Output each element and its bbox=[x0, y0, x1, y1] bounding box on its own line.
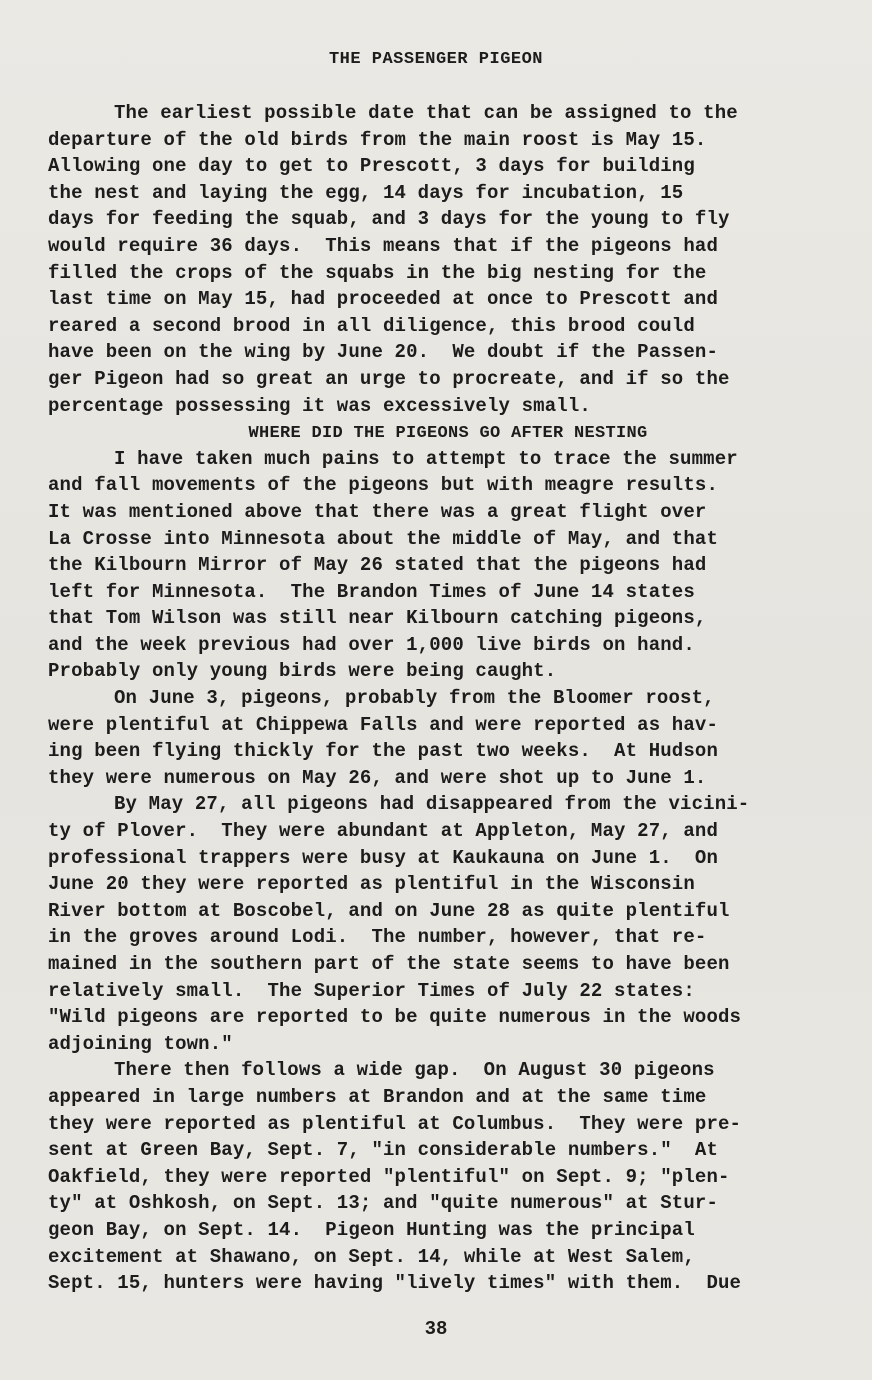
paragraph-summer-movements bbox=[48, 446, 838, 685]
text-line: geon Bay, on Sept. 14. Pigeon Hunting was the principal bbox=[48, 1218, 695, 1241]
text-line: relatively small. The Superior Times of July 22 states: bbox=[48, 979, 695, 1002]
text-line: adjoining town." bbox=[48, 1032, 233, 1055]
text-line: they were reported as plentiful at Columbus. They were pre- bbox=[48, 1112, 742, 1135]
text-line: they were numerous on May 26, and were shot up to June 1. bbox=[48, 766, 707, 789]
text-line: ger Pigeon had so great an urge to procreate, and if so the bbox=[48, 367, 730, 390]
text-line: have been on the wing by June 20. We doubt if the Passen- bbox=[48, 341, 719, 364]
text-line: Allowing one day to get to Prescott, 3 days for building bbox=[48, 155, 695, 178]
text-line: Probably only young birds were being caught. bbox=[48, 660, 557, 683]
text-line: the nest and laying the egg, 14 days for incubation, 15 bbox=[48, 181, 684, 204]
text-line: reared a second brood in all diligence, this brood could bbox=[48, 314, 695, 337]
section-heading: WHERE DID THE PIGEONS GO AFTER NESTING bbox=[248, 424, 648, 444]
paragraph-chippewa-falls bbox=[48, 685, 838, 791]
running-head: THE PASSENGER PIGEON bbox=[328, 50, 544, 69]
paragraph-earliest-date bbox=[48, 100, 838, 419]
page-number: 38 bbox=[424, 1318, 448, 1340]
text-line: percentage possessing it was excessively small. bbox=[48, 394, 591, 417]
body-text bbox=[48, 100, 838, 1297]
text-line: that Tom Wilson was still near Kilbourn catching pigeons, bbox=[48, 607, 707, 630]
text-line: June 20 they were reported as plentiful in the Wisconsin bbox=[48, 873, 695, 896]
text-line: River bottom at Boscobel, and on June 28 as quite plentiful bbox=[48, 899, 730, 922]
text-line: Sept. 15, hunters were having "lively times" with them. Due bbox=[48, 1272, 742, 1295]
text-line: ty" at Oshkosh, on Sept. 13; and "quite numerous" at Stur- bbox=[48, 1192, 719, 1215]
text-line: By May 27, all pigeons had disappeared from the vicini- bbox=[114, 793, 750, 816]
text-line: ing been flying thickly for the past two weeks. At Hudson bbox=[48, 740, 719, 763]
text-line: The earliest possible date that can be assigned to the bbox=[114, 102, 738, 124]
text-line: mained in the southern part of the state seems to have been bbox=[48, 953, 730, 975]
paragraph-plover bbox=[48, 791, 838, 1057]
text-line: were plentiful at Chippewa Falls and were reported as hav- bbox=[48, 713, 719, 736]
text-line: left for Minnesota. The Brandon Times of June 14 states bbox=[48, 580, 695, 603]
paragraph-wide-gap bbox=[48, 1057, 838, 1296]
text-line: appeared in large numbers at Brandon and at the same time bbox=[48, 1085, 707, 1108]
text-line: There then follows a wide gap. On August 30 pigeons bbox=[114, 1059, 715, 1082]
text-line: I have taken much pains to attempt to trace the summer bbox=[114, 447, 738, 470]
text-line: would require 36 days. This means that if the pigeons had bbox=[48, 234, 719, 257]
text-line: in the groves around Lodi. The number, however, that re- bbox=[48, 926, 707, 949]
text-line: departure of the old birds from the main roost is May 15. bbox=[48, 128, 707, 151]
text-line: ty of Plover. They were abundant at Appleton, May 27, and bbox=[48, 820, 719, 843]
text-line: last time on May 15, had proceeded at once to Prescott and bbox=[48, 288, 719, 311]
text-line: Oakfield, they were reported "plentiful" on Sept. 9; "plen- bbox=[48, 1165, 730, 1188]
text-line: days for feeding the squab, and 3 days for the young to fly bbox=[48, 208, 730, 231]
text-line: the Kilbourn Mirror of May 26 stated that the pigeons had bbox=[48, 554, 707, 577]
text-line: and the week previous had over 1,000 live birds on hand. bbox=[48, 633, 695, 656]
text-line: sent at Green Bay, Sept. 7, "in considerable numbers." At bbox=[48, 1139, 719, 1162]
text-line: On June 3, pigeons, probably from the Bloomer roost, bbox=[114, 687, 715, 710]
text-line: professional trappers were busy at Kaukauna on June 1. On bbox=[48, 846, 719, 869]
text-line: filled the crops of the squabs in the big nesting for the bbox=[48, 261, 707, 284]
text-line: and fall movements of the pigeons but with meagre results. bbox=[48, 474, 719, 497]
text-line: La Crosse into Minnesota about the middle of May, and that bbox=[48, 527, 719, 550]
text-line: It was mentioned above that there was a great flight over bbox=[48, 500, 707, 523]
text-line: "Wild pigeons are reported to be quite numerous in the woods bbox=[48, 1006, 742, 1029]
text-line: excitement at Shawano, on Sept. 14, while at West Salem, bbox=[48, 1245, 695, 1268]
